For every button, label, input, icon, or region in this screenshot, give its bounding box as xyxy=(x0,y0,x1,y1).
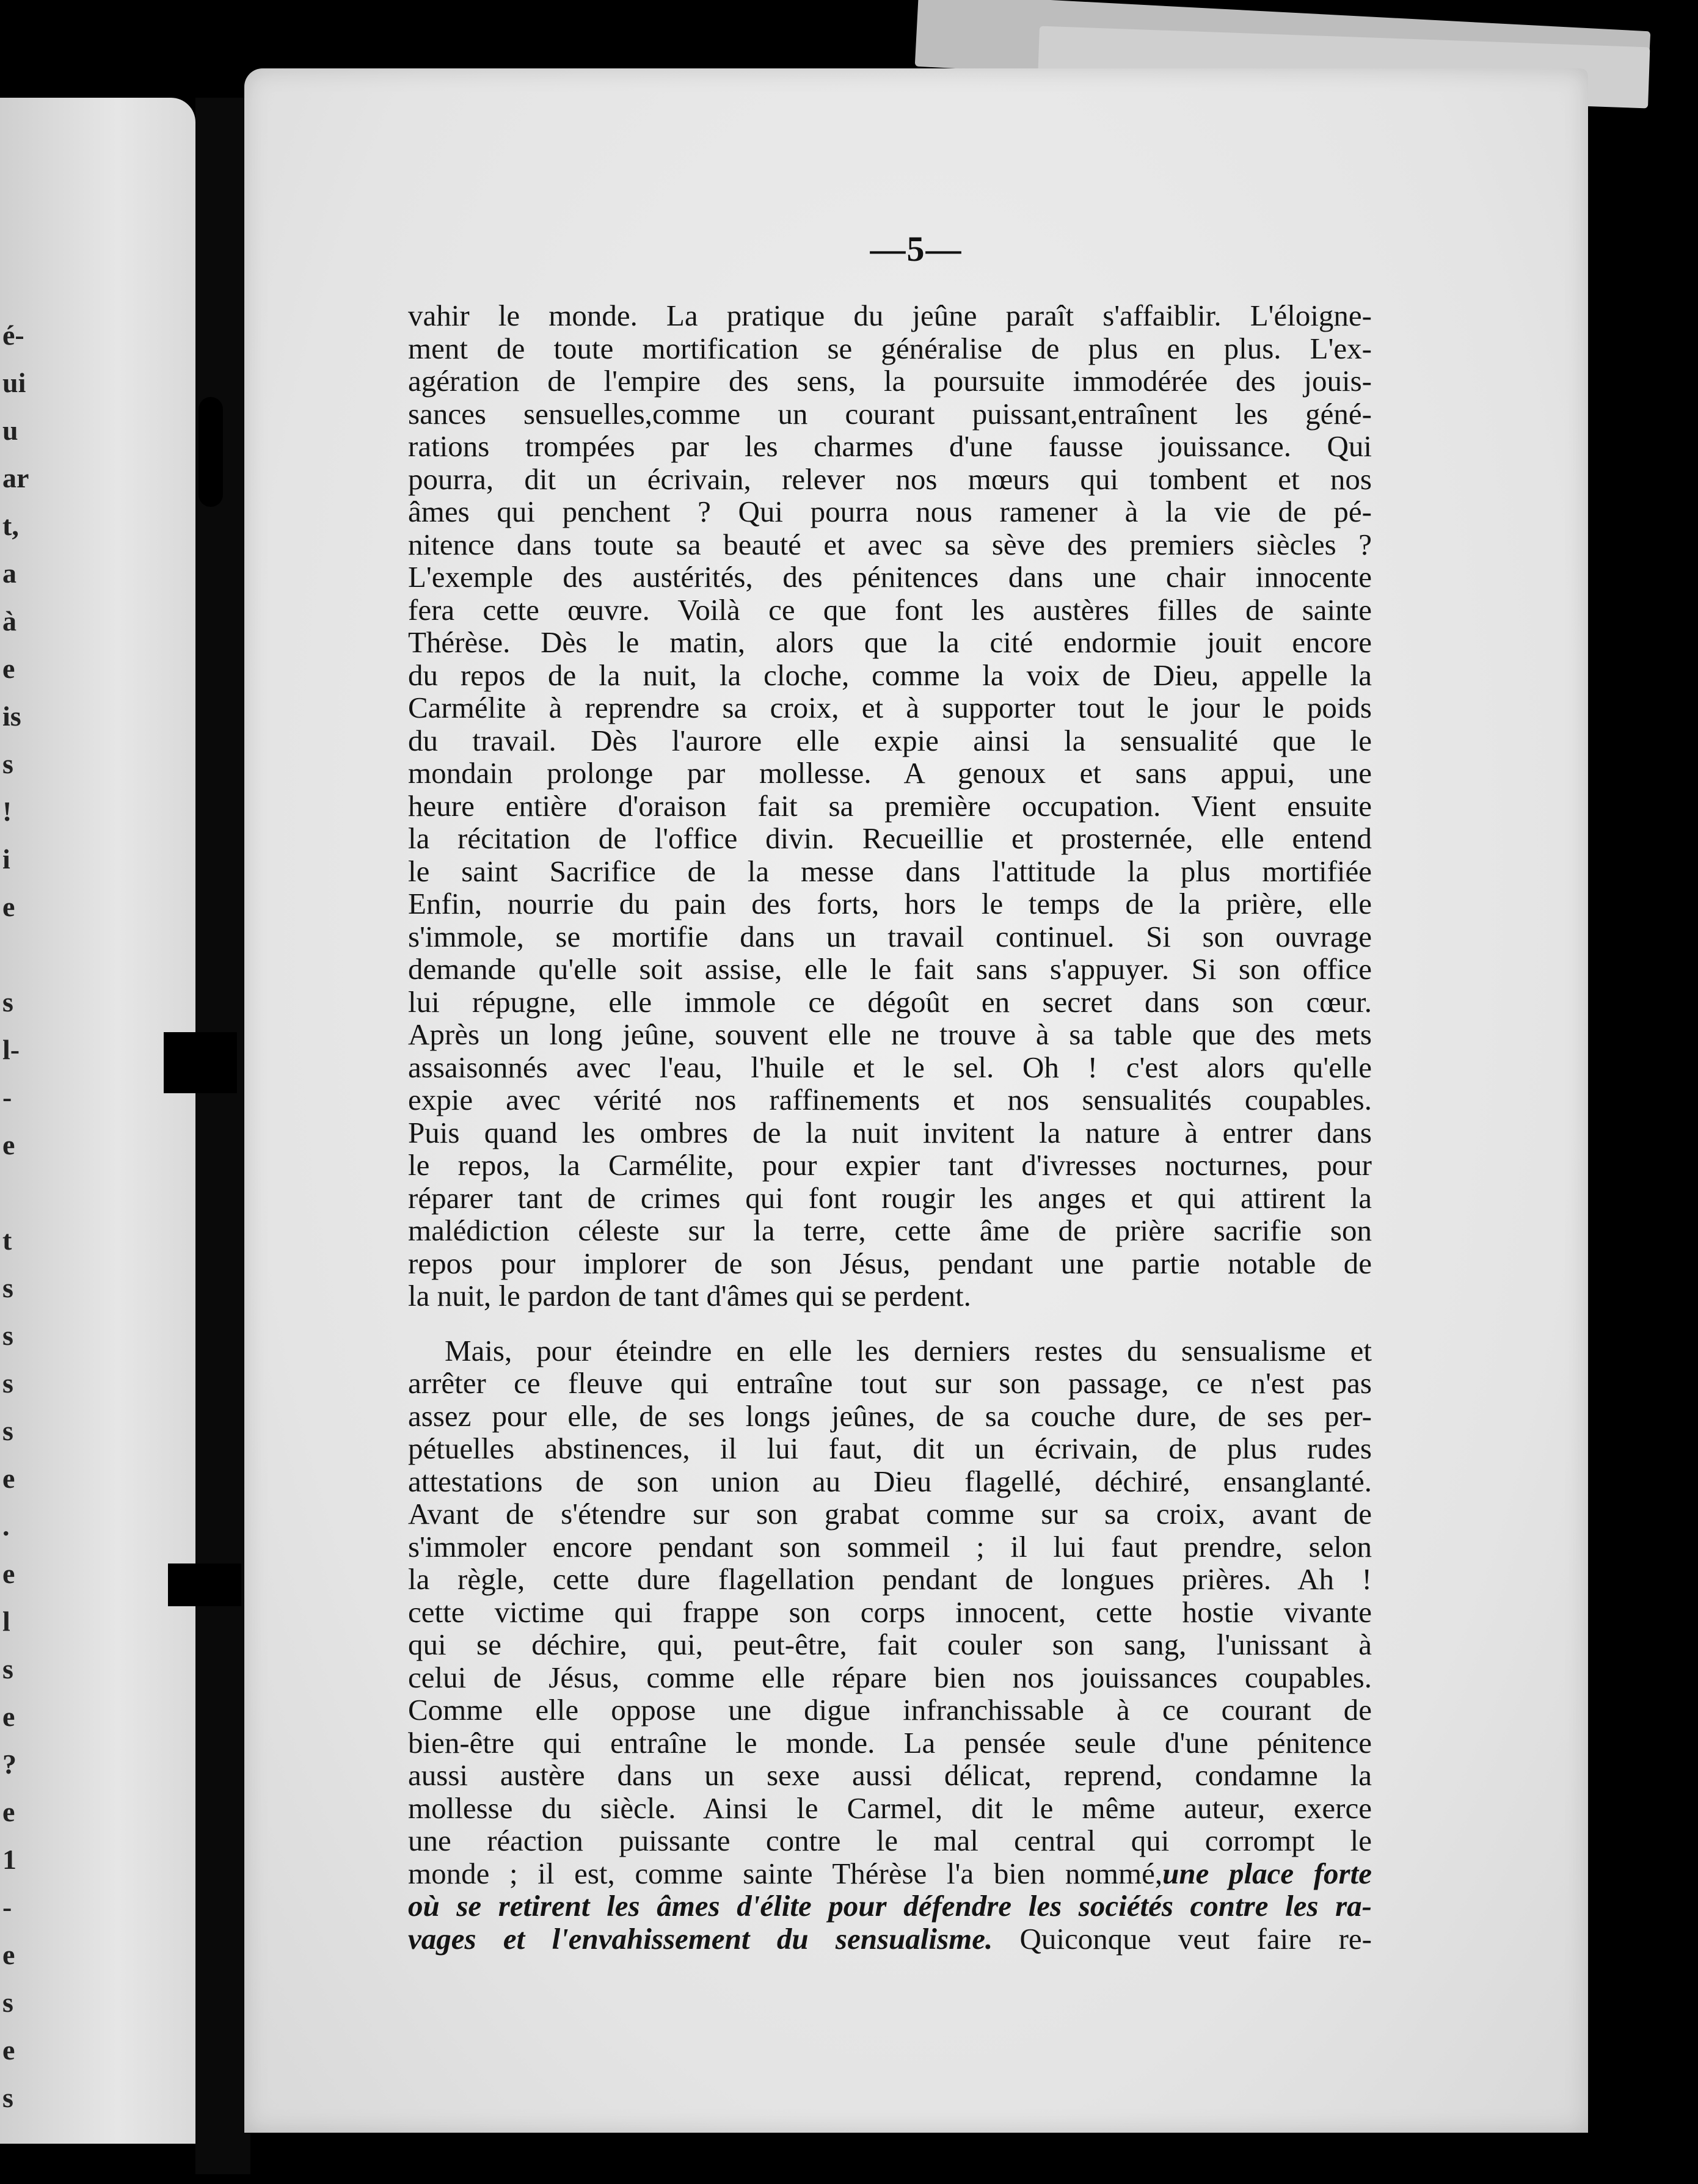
text-line: pourra, dit un écrivain, relever nos mœurs qui tombent et nos xyxy=(408,462,1372,496)
text-line: attestations de son union au Dieu flagellé, déchiré, ensanglanté. xyxy=(408,1464,1372,1498)
previous-page-fragment: e xyxy=(2,1701,15,1732)
italic-text-run: vages et l'envahissement du sensualisme. xyxy=(408,1921,993,1956)
previous-page-fragment: u xyxy=(2,415,18,446)
previous-page-fragment: . xyxy=(2,1510,10,1542)
text-line: bien-être qui entraîne le monde. La pensée seule d'une pénitence xyxy=(408,1725,1372,1760)
previous-page-fragment: s xyxy=(2,986,13,1017)
previous-page-fragment: ui xyxy=(2,367,26,398)
paragraph-1 xyxy=(408,299,1372,1312)
text-line: réparer tant de crimes qui font rougir les anges et qui attirent la xyxy=(408,1181,1372,1215)
italic-text-line: où se retirent les âmes d'élite pour défendre les sociétés contre les ra- xyxy=(408,1889,1372,1923)
text-line: la règle, cette dure flagellation pendant de longues prières. Ah ! xyxy=(408,1562,1372,1596)
previous-page-fragment: t xyxy=(2,1225,12,1256)
previous-page-fragment: ? xyxy=(2,1749,16,1780)
text-line: Avant de s'étendre sur son grabat comme sur sa croix, avant de xyxy=(408,1497,1372,1531)
text-line: Comme elle oppose une digue infranchissable à ce courant de xyxy=(408,1693,1372,1727)
previous-page-fragment: e xyxy=(2,1558,15,1589)
previous-page-fragment: l- xyxy=(2,1034,20,1065)
text-line: du repos de la nuit, la cloche, comme la voix de Dieu, appelle la xyxy=(408,658,1372,692)
previous-page-fragment: 1 xyxy=(2,1844,16,1875)
text-line: heure entière d'oraison fait sa première occupation. Vient ensuite xyxy=(408,788,1372,823)
text-line: ment de toute mortification se généralise de plus en plus. L'ex- xyxy=(408,331,1372,365)
text-line: arrêter ce fleuve qui entraîne tout sur son passage, ce n'est pas xyxy=(408,1366,1372,1400)
text-line: malédiction céleste sur la terre, cette âme de prière sacrifie son xyxy=(408,1214,1372,1247)
previous-page-fragment: e xyxy=(2,653,15,684)
text-line: vahir le monde. La pratique du jeûne paraît s'affaiblir. L'éloigne- xyxy=(408,299,1372,332)
text-line: Enfin, nourrie du pain des forts, hors le temps de la prière, elle xyxy=(408,887,1372,920)
text-line: agération de l'empire des sens, la poursuite immodérée des jouis- xyxy=(408,364,1372,398)
text-line: rations trompées par les charmes d'une fausse jouissance. Qui xyxy=(408,429,1372,463)
text-line: nitence dans toute sa beauté et avec sa sève des premiers siècles ? xyxy=(408,527,1372,561)
text-line xyxy=(408,1923,1372,1956)
text-line: s'immoler encore pendant son sommeil ; il lui faut prendre, selon xyxy=(408,1529,1372,1563)
previous-page-fragment: s xyxy=(2,1272,13,1303)
text-line: repos pour implorer de son Jésus, pendant une partie notable de xyxy=(408,1246,1372,1280)
text-line: aussi austère dans un sexe aussi délicat, reprend, condamne la xyxy=(408,1758,1372,1792)
previous-page-fragment: s xyxy=(2,1653,13,1684)
previous-page-fragment: s xyxy=(2,1415,13,1446)
previous-page-fragment: e xyxy=(2,891,15,922)
text-line: le repos, la Carmélite, pour expier tant d'ivresses nocturnes, pour xyxy=(408,1148,1372,1182)
text-line: Thérèse. Dès le matin, alors que la cité endormie jouit encore xyxy=(408,625,1372,659)
text-line: mollesse du siècle. Ainsi le Carmel, dit le même auteur, exerce xyxy=(408,1791,1372,1825)
previous-page-fragment: e xyxy=(2,1463,15,1494)
page-text xyxy=(408,299,1372,1955)
previous-page-fragment: e xyxy=(2,1939,15,1970)
previous-page-fragment: e xyxy=(2,1129,15,1160)
text-line: du travail. Dès l'aurore elle expie ainsi la sensualité que le xyxy=(408,723,1372,757)
text-line: une réaction puissante contre le mal central qui corrompt le xyxy=(408,1824,1372,1857)
text-line: expie avec vérité nos raffinements et nos sensualités coupables. xyxy=(408,1083,1372,1116)
text-line: pétuelles abstinences, il lui faut, dit un écrivain, de plus rudes xyxy=(408,1432,1372,1465)
previous-page-fragment: - xyxy=(2,1082,12,1113)
previous-page-fragment: à xyxy=(2,605,16,636)
text-run: Quiconque veut faire re- xyxy=(993,1921,1372,1956)
previous-page-fragment: ar xyxy=(2,462,29,493)
previous-page-fragment: i xyxy=(2,843,10,875)
previous-page-fragment: s xyxy=(2,1367,13,1399)
previous-page-fragment xyxy=(2,1169,27,1217)
previous-page-fragment: s xyxy=(2,1320,13,1351)
text-line: lui répugne, elle immole ce dégoût en secret dans son cœur. xyxy=(408,985,1372,1019)
previous-page-fragment: t, xyxy=(2,510,19,541)
book-page xyxy=(244,68,1588,2133)
text-line: assaisonnés avec l'eau, l'huile et le sel. Oh ! c'est alors qu'elle xyxy=(408,1050,1372,1084)
previous-page-fragment: ! xyxy=(2,796,12,827)
previous-page-fragment: l xyxy=(2,1606,10,1637)
text-line: celui de Jésus, comme elle répare bien nos jouissances coupables. xyxy=(408,1660,1372,1694)
previous-page-fragment: is xyxy=(2,701,21,732)
text-line: demande qu'elle soit assise, elle le fait sans s'appuyer. Si son office xyxy=(408,952,1372,986)
binding-clip xyxy=(164,1032,237,1093)
text-line: Carmélite à reprendre sa croix, et à supporter tout le jour le poids xyxy=(408,691,1372,724)
previous-page-fragment xyxy=(2,931,27,978)
page-number: —5— xyxy=(870,229,963,269)
text-run: monde ; il est, comme sainte Thérèse l'a bien nommé, xyxy=(408,1856,1163,1890)
italic-text-run: une place forte xyxy=(1162,1856,1372,1890)
previous-page-fragment: s xyxy=(2,1987,13,2018)
text-line: mondain prolonge par mollesse. A genoux et sans appui, une xyxy=(408,756,1372,790)
text-line: le saint Sacrifice de la messe dans l'attitude la plus mortifiée xyxy=(408,854,1372,888)
paragraph-2 xyxy=(408,1334,1372,1956)
text-line: qui se déchire, qui, peut-être, fait couler son sang, l'unissant à xyxy=(408,1628,1372,1661)
text-line: la récitation de l'office divin. Recueillie et prosternée, elle entend xyxy=(408,821,1372,855)
text-line: s'immole, se mortifie dans un travail continuel. Si son ouvrage xyxy=(408,919,1372,953)
text-line: assez pour elle, de ses longs jeûnes, de sa couche dure, de ses per- xyxy=(408,1399,1372,1433)
previous-page-fragment: s xyxy=(2,2082,13,2113)
previous-page-fragment: a xyxy=(2,558,16,589)
text-line: la nuit, le pardon de tant d'âmes qui se perdent. xyxy=(408,1279,971,1312)
previous-page-leaf xyxy=(0,98,195,2144)
previous-page-fragment: é- xyxy=(2,319,24,351)
text-line: Puis quand les ombres de la nuit invitent la nature à entrer dans xyxy=(408,1115,1372,1149)
text-line xyxy=(408,1857,1372,1890)
binding-shadow xyxy=(199,397,223,507)
previous-page-fragment: e xyxy=(2,1796,15,1827)
previous-page-text-fragments xyxy=(0,311,27,2122)
previous-page-fragment: e xyxy=(2,2034,15,2066)
text-line: Mais, pour éteindre en elle les derniers restes du sensualisme et xyxy=(445,1333,1372,1367)
previous-page-fragment: s xyxy=(2,748,13,779)
text-line: Après un long jeûne, souvent elle ne trouve à sa table que des mets xyxy=(408,1017,1372,1051)
text-line: âmes qui penchent ? Qui pourra nous ramener à la vie de pé- xyxy=(408,495,1372,528)
text-line: cette victime qui frappe son corps innocent, cette hostie vivante xyxy=(408,1595,1372,1629)
text-line: sances sensuelles,comme un courant puissant,entraînent les géné- xyxy=(408,396,1372,431)
text-line: L'exemple des austérités, des pénitences dans une chair innocente xyxy=(408,560,1372,594)
previous-page-fragment: - xyxy=(2,1891,12,1923)
text-line: fera cette œuvre. Voilà ce que font les austères filles de sainte xyxy=(408,592,1372,627)
binding-clip xyxy=(168,1563,241,1606)
